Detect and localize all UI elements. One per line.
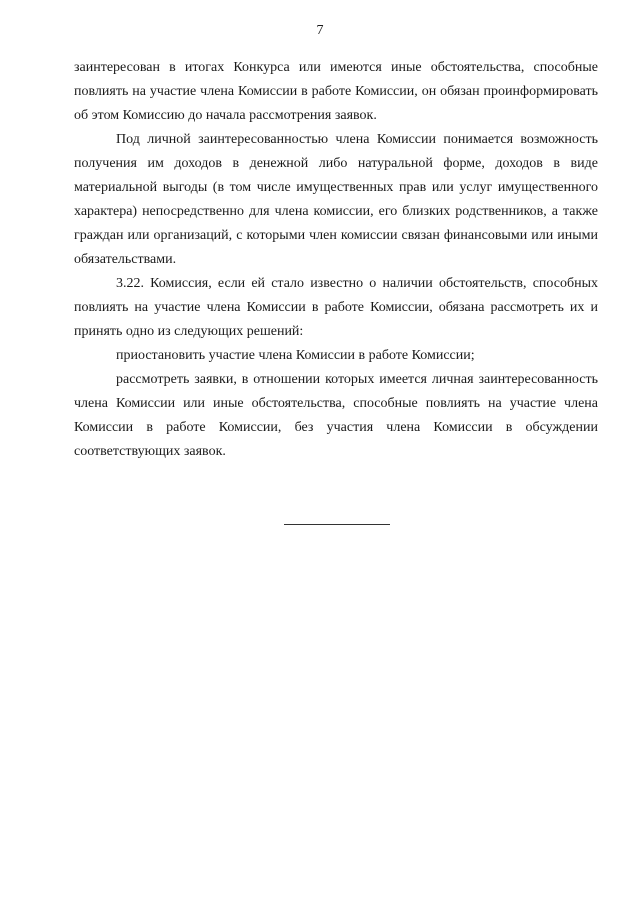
end-of-text-rule [284,524,390,525]
paragraph-decision-suspend: приостановить участие члена Комиссии в работе Комиссии; [116,348,475,363]
document-body [74,56,598,464]
paragraph-personal-interest-definition: Под личной заинтересованностью члена Комиссии понимается возможность получения им доходов в денежной либо натуральной форме, доходов в виде материальной выгоды (в том числе имущественных прав или услуг имущественного характера) непосредственно для члена комиссии, его близких родственников, а также граждан или организаций, с которыми член комиссии связан финансовыми или иными обязательствами. [74,132,598,267]
page-number: 7 [316,23,324,38]
paragraph-continuation: заинтересован в итогах Конкурса или имеются иные обстоятельства, способные повлиять на участие члена Комиссии в работе Комиссии, он обязан проинформировать об этом Комиссию до начала рассмотрения заявок. [74,60,598,123]
paragraph-decision-review: рассмотреть заявки, в отношении которых имеется личная заинтересованность члена Комиссии или иные обстоятельства, способные повлиять на участие члена Комиссии в работе Комиссии, без участия члена Комиссии в обсуждении соответствующих заявок. [74,372,598,459]
paragraph-clause-3-22: 3.22. Комиссия, если ей стало известно о наличии обстоятельств, способных повлиять на участие члена Комиссии в работе Комиссии, обязана рассмотреть их и принять одно из следующих решений: [74,276,598,339]
